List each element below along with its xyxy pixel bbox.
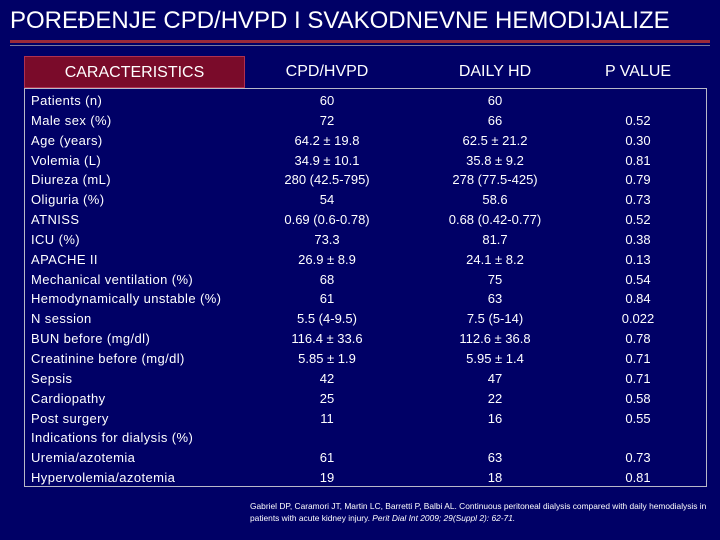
header-p-value: P VALUE [604,63,672,80]
daily-value: 81.7 [482,231,508,247]
row-label: Indications for dialysis (%) [31,430,194,446]
daily-value: 60 [487,93,503,108]
header-cpd-hvpd: CPD/HVPD [285,63,369,80]
p-value: 0.79 [625,172,651,188]
p-value: 0.38 [625,231,651,247]
citation [250,500,712,524]
daily-value: 5.95 ± 1.4 [466,350,524,366]
row-label: Male sex (%) [31,112,112,128]
row-label: ATNISS [31,212,80,228]
row-label: Mechanical ventilation (%) [31,271,194,287]
row-label: ICU (%) [31,231,81,247]
p-value: 0.55 [625,410,651,426]
p-value: 0.71 [625,350,651,366]
p-value [573,91,703,111]
row-label: Post surgery [31,410,109,426]
cpd-value: 42 [319,370,335,386]
p-value: 0.54 [625,271,651,287]
daily-value: 58.6 [482,192,508,208]
cpd-value: 25 [319,390,335,406]
daily-value: 47 [487,370,503,386]
cpd-value: 19 [319,470,335,486]
citation-journal: Perit Dial Int 2009; 29(Suppl 2): 62-71. [372,513,516,523]
cpd-value: 61 [319,291,335,307]
row-label: Volemia (L) [31,152,102,168]
p-value: 0.30 [625,132,651,148]
p-value: 0.58 [625,390,651,406]
cpd-hvpd-column [262,91,392,488]
daily-value: 112.6 ± 36.8 [459,331,531,347]
cpd-value: 64.2 ± 19.8 [294,132,360,148]
daily-value: 35.8 ± 9.2 [466,152,524,168]
p-value [573,428,703,448]
daily-value: 66 [487,112,503,128]
p-value: 0.84 [625,291,651,307]
cpd-value: 26.9 ± 8.9 [298,251,356,267]
daily-value: 75 [487,271,503,287]
p-value: 0.81 [625,470,651,486]
daily-value: 63 [487,291,503,307]
row-label: APACHE II [31,251,98,267]
daily-value: 278 (77.5-425) [452,172,538,188]
cpd-value: 68 [319,271,335,287]
p-value-column [573,91,703,488]
row-label: Cardiopathy [31,390,106,406]
daily-value: 16 [487,410,503,426]
cpd-value: 73.3 [314,231,340,247]
header-characteristics: CARACTERISTICS [24,56,245,88]
cpd-value: 61 [319,450,335,466]
row-label: Creatinine before (mg/dl) [31,350,185,366]
daily-value: 62.5 ± 21.2 [462,132,528,148]
cpd-value: 5.85 ± 1.9 [298,350,356,366]
p-value: 0.78 [625,331,651,347]
title-divider-thin [10,45,710,46]
p-value: 0.71 [625,370,651,386]
cpd-value: 5.5 (4-9.5) [297,311,357,327]
cpd-value: 11 [320,410,334,426]
slide-title: POREĐENJE CPD/HVPD I SVAKODNEVNE HEMODIJALIZE [10,7,670,34]
row-label: Hypervolemia/azotemia [31,470,176,486]
daily-value: 0.68 (0.42-0.77) [448,212,542,228]
p-value: 0.13 [625,251,651,267]
row-label: Diureza (mL) [31,172,111,188]
row-label: Hemodynamically unstable (%) [31,291,222,307]
cpd-value: 116.4 ± 33.6 [291,331,363,347]
daily-value: 63 [487,450,503,466]
cpd-value: 60 [319,93,335,108]
p-value: 0.52 [625,112,651,128]
header-daily-hd: DAILY HD [458,63,532,80]
cpd-value: 54 [319,192,335,208]
cpd-value: 0.69 (0.6-0.78) [284,212,370,228]
row-label: Oliguria (%) [31,192,105,208]
daily-value: 18 [487,470,503,486]
cpd-value: 34.9 ± 10.1 [294,152,360,168]
daily-value: 22 [487,390,503,406]
daily-value: 7.5 (5-14) [466,311,524,327]
cpd-value: 72 [319,112,335,128]
row-label: Age (years) [31,132,103,148]
daily-hd-column [430,91,560,488]
title-divider [10,40,710,43]
daily-value: 24.1 ± 8.2 [466,251,524,267]
characteristics-column [31,91,221,488]
cpd-value [262,428,392,448]
citation-text: Gabriel DP, Caramori JT, Martin LC, Barretti P, Balbi AL. Continuous peritoneal dialysis compared with daily hemodialysis in patients with acute kidney injury. [250,501,707,523]
p-value: 0.73 [625,192,651,208]
cpd-value: 280 (42.5-795) [284,172,370,188]
p-value: 0.022 [621,311,655,327]
p-value: 0.81 [625,152,651,168]
p-value: 0.73 [625,450,651,466]
row-label: Patients (n) [31,93,103,108]
p-value: 0.52 [625,212,651,228]
row-label: Sepsis [31,370,73,386]
row-label: BUN before (mg/dl) [31,331,151,347]
row-label: N session [31,311,92,327]
daily-value [430,428,560,448]
row-label: Uremia/azotemia [31,450,136,466]
